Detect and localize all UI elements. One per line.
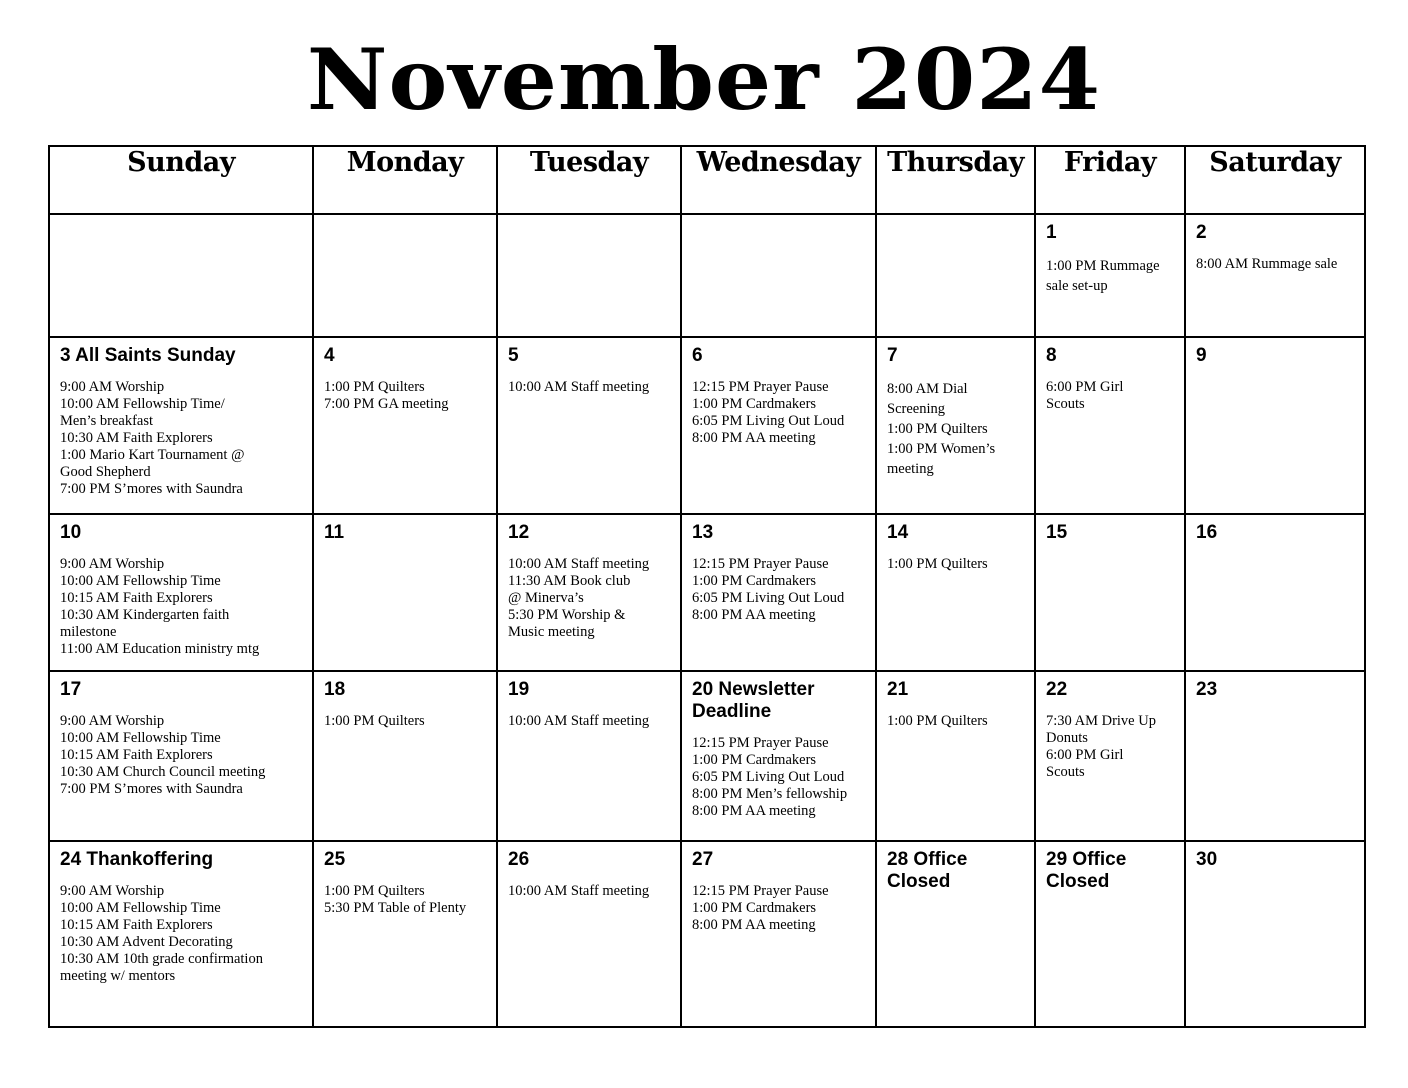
event-item: 8:00 PM AA meeting xyxy=(692,430,816,446)
event-item: 12:15 PM Prayer Pause xyxy=(692,556,829,572)
event-list xyxy=(498,701,680,730)
day-number xyxy=(877,215,1034,222)
event-item: 8:00 AM Rummage sale xyxy=(1196,256,1338,272)
day-cell xyxy=(876,214,1035,337)
day-number: 10 xyxy=(60,522,82,543)
event-list xyxy=(50,544,312,658)
event-item: 1:00 PM Quilters xyxy=(887,556,988,572)
day-number: 27 xyxy=(692,849,714,870)
event-item: 9:00 AM Worship xyxy=(60,556,165,572)
day-number: 12 xyxy=(508,522,530,543)
event-item: 11:00 AM Education ministry mtg xyxy=(60,641,260,657)
weekday-thursday: Thursday xyxy=(876,146,1035,214)
event-item: 1:00 PM Quilters xyxy=(324,713,425,729)
day-cell xyxy=(313,337,497,514)
day-cell xyxy=(49,841,313,1027)
week-row xyxy=(49,214,1365,337)
event-list xyxy=(1036,701,1184,781)
event-item: 1:00 PM Cardmakers xyxy=(692,396,817,412)
day-number: 26 xyxy=(508,849,530,870)
day-cell xyxy=(1185,841,1365,1027)
day-number: 17 xyxy=(60,679,82,700)
event-item: 10:00 AM Fellowship Time xyxy=(60,900,221,916)
page-title: November 2024 xyxy=(306,30,1102,129)
day-number: 29 Office Closed xyxy=(1046,849,1127,892)
day-cell xyxy=(876,671,1035,841)
event-item: 1:00 PM Quilters xyxy=(324,883,425,899)
day-number: 18 xyxy=(324,679,346,700)
day-number: 4 xyxy=(324,345,335,366)
event-item: 8:00 PM Men’s fellowship xyxy=(692,786,848,802)
event-item: 10:00 AM Fellowship Time xyxy=(60,730,221,746)
event-item: 10:30 AM Church Council meeting xyxy=(60,764,266,780)
event-item: 10:00 AM Fellowship Time xyxy=(60,573,221,589)
event-list xyxy=(1186,244,1364,273)
event-list xyxy=(50,701,312,798)
day-number: 2 xyxy=(1196,222,1207,243)
day-number: 21 xyxy=(887,679,909,700)
event-item: 12:15 PM Prayer Pause xyxy=(692,379,829,395)
event-list xyxy=(877,367,1034,479)
event-item: 8:00 PM AA meeting xyxy=(692,917,816,933)
weekday-tuesday: Tuesday xyxy=(497,146,681,214)
event-item: 7:00 PM S’mores with Saundra xyxy=(60,781,243,797)
day-number: 24 Thankoffering xyxy=(60,849,214,870)
event-list xyxy=(314,871,496,917)
event-item: 8:00 PM AA meeting xyxy=(692,607,816,623)
event-list xyxy=(682,367,875,447)
day-number: 9 xyxy=(1196,345,1207,366)
event-list xyxy=(314,367,496,413)
event-item: 1:00 Mario Kart Tournament @ Good Shepherd xyxy=(60,447,245,480)
event-item: 7:30 AM Drive Up Donuts xyxy=(1046,713,1156,746)
event-list xyxy=(50,871,312,985)
day-cell xyxy=(497,841,681,1027)
day-number: 14 xyxy=(887,522,909,543)
event-item: 1:00 PM Rummage sale set-up xyxy=(1046,258,1160,294)
weekday-sunday: Sunday xyxy=(49,146,313,214)
event-item: 9:00 AM Worship xyxy=(60,713,165,729)
event-list xyxy=(314,701,496,730)
day-cell xyxy=(497,514,681,671)
event-item: 12:15 PM Prayer Pause xyxy=(692,883,829,899)
event-item: 10:00 AM Staff meeting xyxy=(508,556,650,572)
event-item: 10:00 AM Staff meeting xyxy=(508,713,650,729)
day-cell xyxy=(497,337,681,514)
day-cell xyxy=(313,671,497,841)
event-item: 5:30 PM Worship & Music meeting xyxy=(508,607,626,640)
day-cell xyxy=(1035,214,1185,337)
day-number: 7 xyxy=(887,345,898,366)
event-item: 6:05 PM Living Out Loud xyxy=(692,413,845,429)
event-item: 10:30 AM Advent Decorating xyxy=(60,934,233,950)
day-cell xyxy=(1185,214,1365,337)
day-cell xyxy=(681,514,876,671)
week-row xyxy=(49,514,1365,671)
day-number: 3 All Saints Sunday xyxy=(60,345,236,366)
day-cell xyxy=(49,671,313,841)
event-item: 10:30 AM 10th grade confirmation meeting w/ mentors xyxy=(60,951,263,984)
day-number xyxy=(682,215,875,222)
event-item: 1:00 PM Quilters xyxy=(887,421,988,437)
event-item: 1:00 PM Cardmakers xyxy=(692,573,817,589)
day-cell xyxy=(1185,671,1365,841)
day-cell xyxy=(681,841,876,1027)
event-item: 1:00 PM Cardmakers xyxy=(692,900,817,916)
event-item: 9:00 AM Worship xyxy=(60,883,165,899)
event-item: 10:00 AM Fellowship Time/ Men’s breakfast xyxy=(60,396,225,429)
day-number: 19 xyxy=(508,679,530,700)
event-list xyxy=(498,367,680,396)
day-cell xyxy=(49,337,313,514)
day-cell xyxy=(681,214,876,337)
event-item: 6:00 PM Girl Scouts xyxy=(1046,747,1124,780)
day-cell xyxy=(876,337,1035,514)
event-item: 6:05 PM Living Out Loud xyxy=(692,590,845,606)
weekday-wednesday: Wednesday xyxy=(681,146,876,214)
day-number: 22 xyxy=(1046,679,1068,700)
event-item: 6:00 PM Girl Scouts xyxy=(1046,379,1124,412)
day-cell xyxy=(1035,514,1185,671)
day-cell xyxy=(1035,671,1185,841)
event-item: 10:30 AM Kindergarten faith milestone xyxy=(60,607,230,640)
day-cell xyxy=(876,841,1035,1027)
day-number: 23 xyxy=(1196,679,1218,700)
day-cell xyxy=(497,671,681,841)
day-number: 20 Newsletter Deadline xyxy=(692,679,815,722)
day-number: 5 xyxy=(508,345,519,366)
calendar-grid xyxy=(48,145,1366,1028)
day-number: 25 xyxy=(324,849,346,870)
week-row xyxy=(49,671,1365,841)
day-cell xyxy=(1035,841,1185,1027)
event-list xyxy=(682,723,875,820)
day-number xyxy=(50,215,312,222)
event-list xyxy=(682,871,875,934)
day-number: 8 xyxy=(1046,345,1057,366)
day-cell xyxy=(313,514,497,671)
event-list xyxy=(682,544,875,624)
event-list xyxy=(498,871,680,900)
event-item: 1:00 PM Cardmakers xyxy=(692,752,817,768)
day-cell xyxy=(313,841,497,1027)
event-item: 10:00 AM Staff meeting xyxy=(508,883,650,899)
event-list xyxy=(50,367,312,498)
day-number: 6 xyxy=(692,345,703,366)
day-number: 1 xyxy=(1046,222,1057,243)
day-cell xyxy=(497,214,681,337)
event-item: 1:00 PM Quilters xyxy=(324,379,425,395)
event-item: 6:05 PM Living Out Loud xyxy=(692,769,845,785)
event-item: 1:00 PM Women’s meeting xyxy=(887,441,996,477)
event-item: 10:00 AM Staff meeting xyxy=(508,379,650,395)
day-number: 16 xyxy=(1196,522,1218,543)
event-list xyxy=(877,544,1034,573)
event-item: 10:15 AM Faith Explorers xyxy=(60,590,213,606)
event-item: 10:15 AM Faith Explorers xyxy=(60,747,213,763)
day-cell xyxy=(1185,514,1365,671)
day-cell xyxy=(313,214,497,337)
weekday-saturday: Saturday xyxy=(1185,146,1365,214)
event-item: 10:15 AM Faith Explorers xyxy=(60,917,213,933)
day-number: 30 xyxy=(1196,849,1218,870)
day-number xyxy=(314,215,496,222)
event-item: 7:00 PM GA meeting xyxy=(324,396,449,412)
event-item: 12:15 PM Prayer Pause xyxy=(692,735,829,751)
day-cell xyxy=(49,514,313,671)
day-cell xyxy=(876,514,1035,671)
day-cell xyxy=(1035,337,1185,514)
event-list xyxy=(498,544,680,641)
event-list xyxy=(1036,244,1184,296)
weekday-friday: Friday xyxy=(1035,146,1185,214)
event-item: 7:00 PM S’mores with Saundra xyxy=(60,481,243,497)
event-item: 9:00 AM Worship xyxy=(60,379,165,395)
event-item: 1:00 PM Quilters xyxy=(887,713,988,729)
event-item: 10:30 AM Faith Explorers xyxy=(60,430,213,446)
day-number: 11 xyxy=(324,522,345,543)
event-item: 8:00 PM AA meeting xyxy=(692,803,816,819)
day-number: 13 xyxy=(692,522,714,543)
day-number: 15 xyxy=(1046,522,1068,543)
day-cell xyxy=(49,214,313,337)
weekday-monday: Monday xyxy=(313,146,497,214)
event-list xyxy=(1036,367,1184,413)
day-number xyxy=(498,215,680,222)
week-row xyxy=(49,841,1365,1027)
event-list xyxy=(877,701,1034,730)
day-cell xyxy=(1185,337,1365,514)
day-number: 28 Office Closed xyxy=(887,849,968,892)
week-row xyxy=(49,337,1365,514)
event-item: 8:00 AM Dial Screening xyxy=(887,381,968,417)
event-item: 11:30 AM Book club @ Minerva’s xyxy=(508,573,631,606)
day-cell xyxy=(681,671,876,841)
event-item: 5:30 PM Table of Plenty xyxy=(324,900,467,916)
day-cell xyxy=(681,337,876,514)
weekday-header-row xyxy=(49,146,1365,214)
